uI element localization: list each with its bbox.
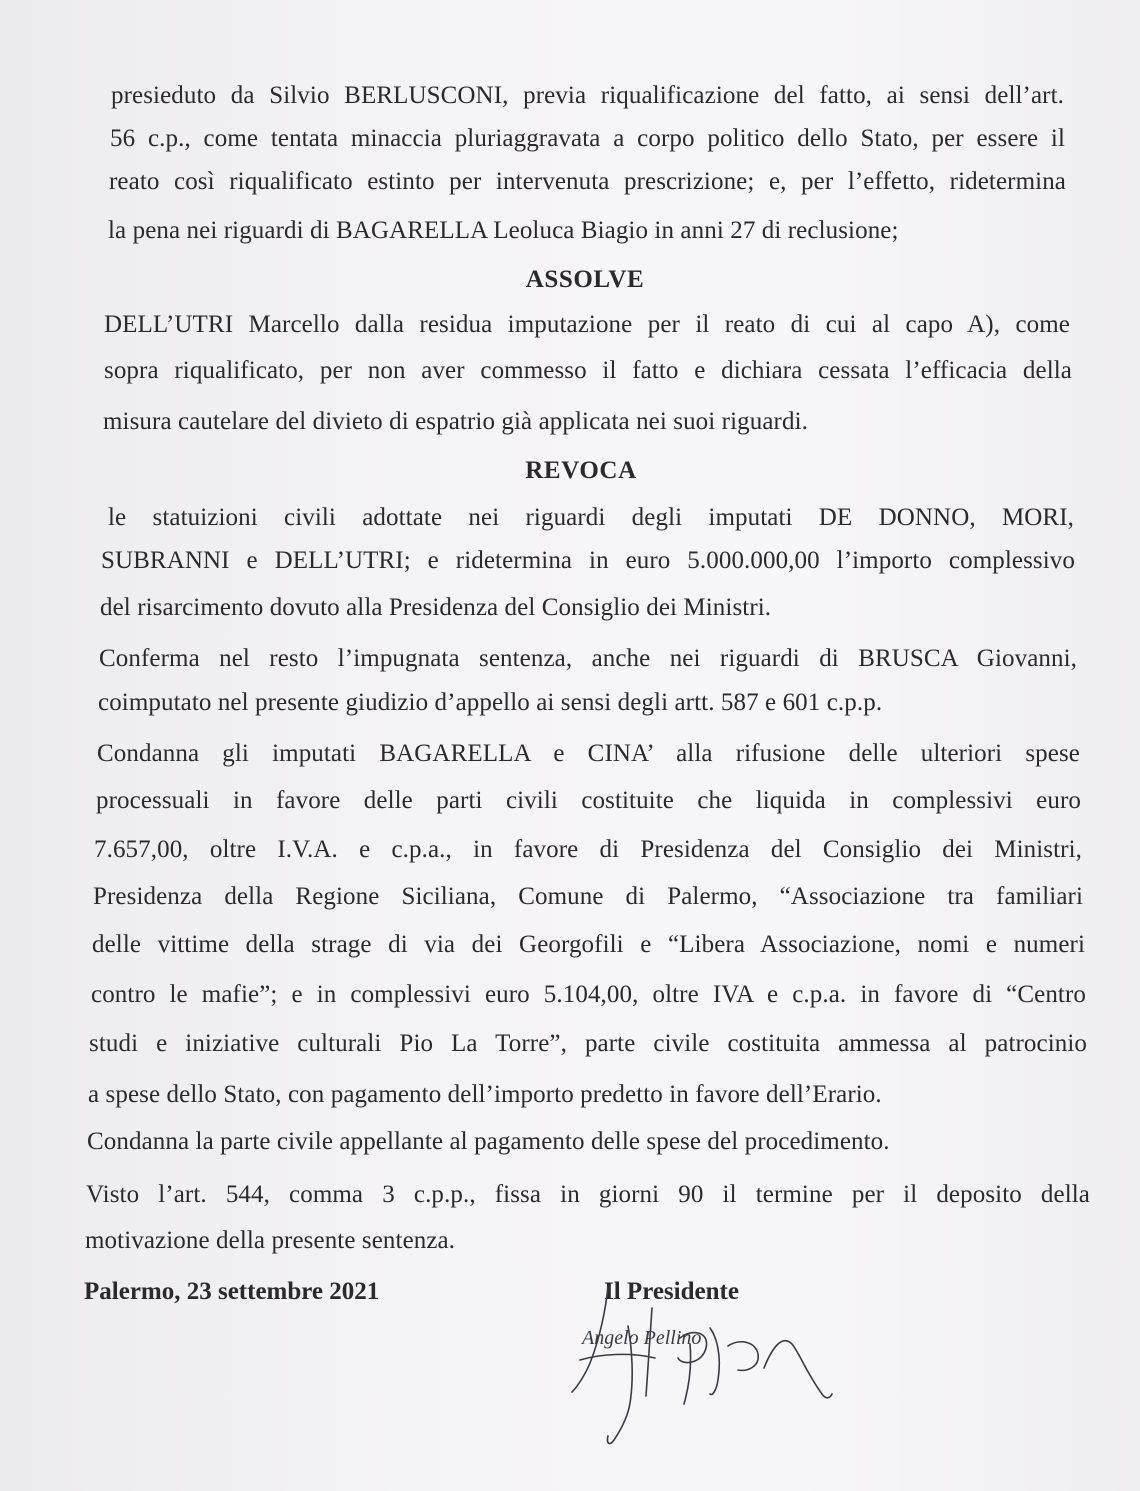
text-line: delle vittime della strage di via dei Georgofili e “Libera Associazione, nomi e numeri (92, 931, 1085, 958)
text-line: la pena nei riguardi di BAGARELLA Leoluca Biagio in anni 27 di reclusione; (108, 217, 899, 244)
text-line: Visto l’art. 544, comma 3 c.p.p., fissa in giorni 90 il termine per il deposito della (86, 1181, 1090, 1208)
text-line: sopra riqualificato, per non aver commesso il fatto e dichiara cessata l’efficacia della (104, 357, 1072, 384)
text-line: reato così riqualificato estinto per intervenuta prescrizione; e, per l’effetto, ridetermina (109, 168, 1066, 195)
heading-revoca: REVOCA (525, 457, 637, 484)
text-line: processuali in favore delle parti civili costituite che liquida in complessivi euro (96, 787, 1081, 814)
text-line: presieduto da Silvio BERLUSCONI, previa riqualificazione del fatto, ai sensi dell’art. (111, 82, 1064, 109)
text-line: Presidenza della Regione Siciliana, Comune di Palermo, “Associazione tra familiari (93, 883, 1083, 910)
text-line: a spese dello Stato, con pagamento dell’importo predetto in favore dell’Erario. (88, 1081, 882, 1108)
text-line: 7.657,00, oltre I.V.A. e c.p.a., in favore di Presidenza del Consiglio dei Ministri, (94, 836, 1082, 863)
text-line: motivazione della presente sentenza. (85, 1227, 456, 1254)
text-line: coimputato nel presente giudizio d’appello ai sensi degli artt. 587 e 601 c.p.p. (98, 689, 883, 716)
text-line: 56 c.p., come tentata minaccia pluriaggravata a corpo politico dello Stato, per essere il (110, 125, 1065, 152)
place-date: Palermo, 23 settembre 2021 (84, 1278, 380, 1305)
text-line: contro le mafie”; e in complessivi euro 5.104,00, oltre IVA e c.p.a. in favore di “Centro (91, 981, 1086, 1008)
text-line: Condanna la parte civile appellante al pagamento delle spese del procedimento. (87, 1128, 890, 1155)
text-line: misura cautelare del divieto di espatrio già applicata nei suoi riguardi. (103, 408, 808, 435)
heading-assolve: ASSOLVE (525, 266, 645, 293)
president-label: Il Presidente (604, 1278, 739, 1305)
text-line: SUBRANNI e DELL’UTRI; e ridetermina in euro 5.000.000,00 l’importo complessivo (101, 547, 1075, 574)
text-line: del risarcimento dovuto alla Presidenza del Consiglio dei Ministri. (100, 594, 772, 621)
text-line: le statuizioni civili adottate nei riguardi degli imputati DE DONNO, MORI, (108, 504, 1074, 531)
handwritten-signature-icon (560, 1268, 860, 1448)
signer-name: Angelo Pellino (582, 1327, 702, 1349)
text-line: studi e iniziative culturali Pio La Torre”, parte civile costituita ammessa al patrocinio (89, 1030, 1087, 1057)
text-line: DELL’UTRI Marcello dalla residua imputazione per il reato di cui al capo A), come (104, 311, 1070, 338)
text-line: Conferma nel resto l’impugnata sentenza, anche nei riguardi di BRUSCA Giovanni, (99, 645, 1077, 672)
text-line: Condanna gli imputati BAGARELLA e CINA’ alla rifusione delle ulteriori spese (97, 740, 1080, 767)
signature-block (560, 1268, 860, 1448)
